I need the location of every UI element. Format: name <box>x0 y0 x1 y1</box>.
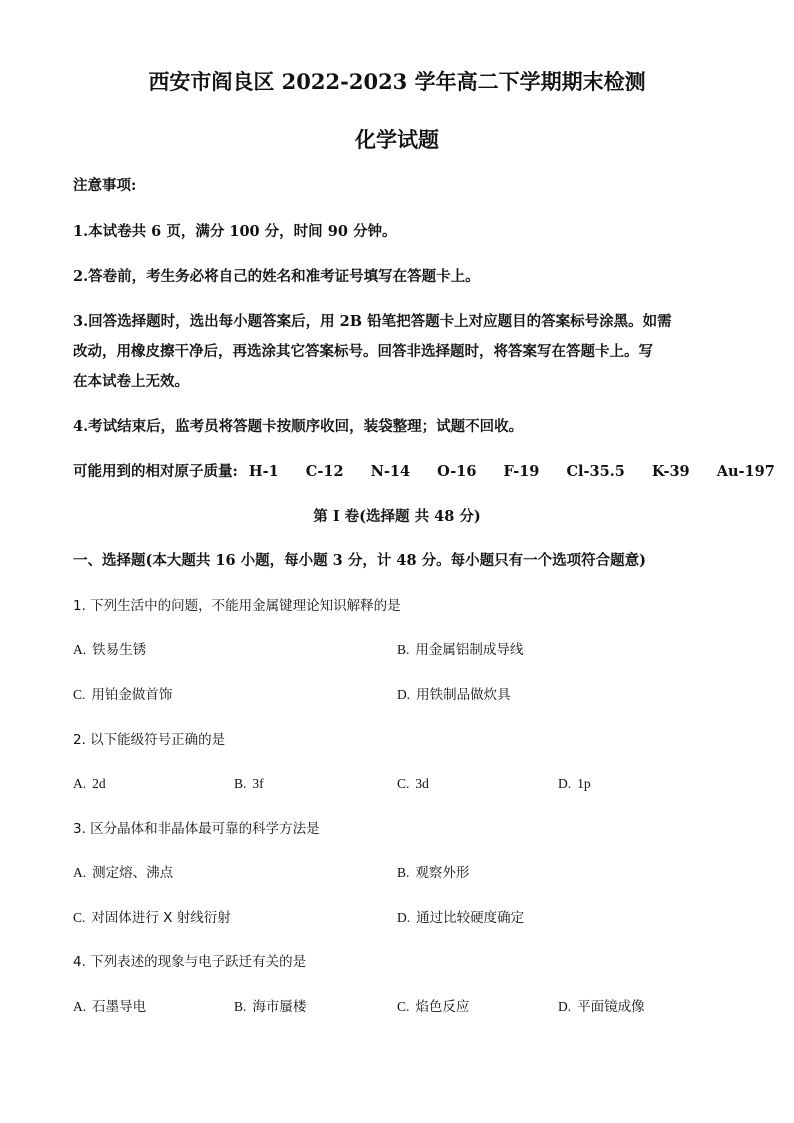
note-item-3-line2: 改动，用橡皮擦干净后，再选涂其它答案标号。回答非选择题时，将答案写在答题卡上。写 <box>73 343 653 360</box>
question-2-option-d <box>558 774 591 794</box>
question-2-stem: 2. 以下能级符号正确的是 <box>73 732 226 748</box>
question-3-option-a <box>73 863 173 883</box>
option-letter: B. <box>397 642 410 657</box>
question-4-stem: 4. 下列表述的现象与电子跃迁有关的是 <box>73 954 307 970</box>
option-letter: D. <box>558 776 572 791</box>
option-letter: A. <box>73 865 87 880</box>
question-1-option-a <box>73 640 146 660</box>
option-text: 2d <box>92 776 106 791</box>
option-letter: D. <box>397 910 411 925</box>
question-1-option-c <box>73 685 172 705</box>
question-4-option-b <box>234 997 306 1017</box>
part-heading: 一、选择题(本大题共 16 小题，每小题 3 分，计 48 分。每小题只有一个选项符合题意) <box>73 552 646 569</box>
option-text: 海市蜃楼 <box>252 999 307 1015</box>
option-text: 焰色反应 <box>415 999 470 1015</box>
question-3-option-d <box>397 908 524 928</box>
exam-subtitle: 化学试题 <box>355 127 439 152</box>
option-text: 通过比较硬度确定 <box>416 910 525 926</box>
note-item-4: 4.考试结束后，监考员将答题卡按顺序收回，装袋整理；试题不回收。 <box>73 418 524 435</box>
option-letter: B. <box>234 999 247 1014</box>
question-4-option-c <box>397 997 469 1017</box>
option-text: 3d <box>415 776 429 791</box>
option-text: 1p <box>577 776 591 791</box>
question-2-option-c <box>397 774 429 794</box>
option-text: 3f <box>252 776 264 791</box>
exam-title: 西安市阎良区 2022-2023 学年高二下学期期末检测 <box>148 69 646 94</box>
option-letter: C. <box>73 910 86 925</box>
option-letter: B. <box>397 865 410 880</box>
option-text: 平面镜成像 <box>577 999 645 1015</box>
note-item-1: 1.本试卷共 6 页，满分 100 分，时间 90 分钟。 <box>73 223 397 240</box>
atomic-mass-label: 可能用到的相对原子质量: <box>73 463 238 480</box>
note-item-2: 2.答卷前，考生务必将自己的姓名和准考证号填写在答题卡上。 <box>73 268 480 285</box>
option-letter: A. <box>73 642 87 657</box>
section-title: 第 I 卷(选择题 共 48 分) <box>313 508 481 525</box>
atomic-mass-k: K-39 <box>651 463 690 480</box>
atomic-mass-n: N-14 <box>370 463 411 480</box>
question-1-option-b <box>397 640 523 660</box>
option-letter: B. <box>234 776 247 791</box>
question-1-stem: 1. 下列生活中的问题，不能用金属键理论知识解释的是 <box>73 598 401 614</box>
question-2-option-a <box>73 774 106 794</box>
option-text: 用金属铝制成导线 <box>415 642 524 658</box>
atomic-mass-o: O-16 <box>437 463 477 480</box>
option-text: 对固体进行 X 射线衍射 <box>91 910 231 926</box>
option-letter: A. <box>73 999 87 1014</box>
question-2-option-b <box>234 774 264 794</box>
option-text: 测定熔、沸点 <box>92 865 174 881</box>
option-letter: A. <box>73 776 87 791</box>
atomic-mass-cl: Cl-35.5 <box>566 463 625 480</box>
question-4-option-a <box>73 997 146 1017</box>
atomic-mass-h: H-1 <box>248 463 279 480</box>
atomic-mass-row <box>73 462 794 482</box>
option-text: 观察外形 <box>415 865 470 881</box>
question-4-option-d <box>558 997 645 1017</box>
option-letter: C. <box>73 687 86 702</box>
question-1-option-d <box>397 685 511 705</box>
option-text: 用铁制品做炊具 <box>416 687 511 703</box>
option-text: 用铂金做首饰 <box>91 687 173 703</box>
option-text: 石墨导电 <box>92 999 147 1015</box>
note-item-3-line1: 3.回答选择题时，选出每小题答案后，用 2B 铅笔把答题卡上对应题目的答案标号涂黑。如需 <box>73 313 672 330</box>
atomic-mass-au: Au-197 <box>716 463 775 480</box>
option-letter: D. <box>397 687 411 702</box>
note-item-3-line3: 在本试卷上无效。 <box>73 373 189 390</box>
option-letter: D. <box>558 999 572 1014</box>
question-3-stem: 3. 区分晶体和非晶体最可靠的科学方法是 <box>73 821 320 837</box>
option-letter: C. <box>397 999 410 1014</box>
notes-heading: 注意事项: <box>73 177 137 194</box>
option-text: 铁易生锈 <box>92 642 147 658</box>
option-letter: C. <box>397 776 410 791</box>
question-3-option-b <box>397 863 469 883</box>
atomic-mass-c: C-12 <box>305 463 344 480</box>
question-3-option-c <box>73 908 231 928</box>
atomic-mass-f: F-19 <box>503 463 540 480</box>
